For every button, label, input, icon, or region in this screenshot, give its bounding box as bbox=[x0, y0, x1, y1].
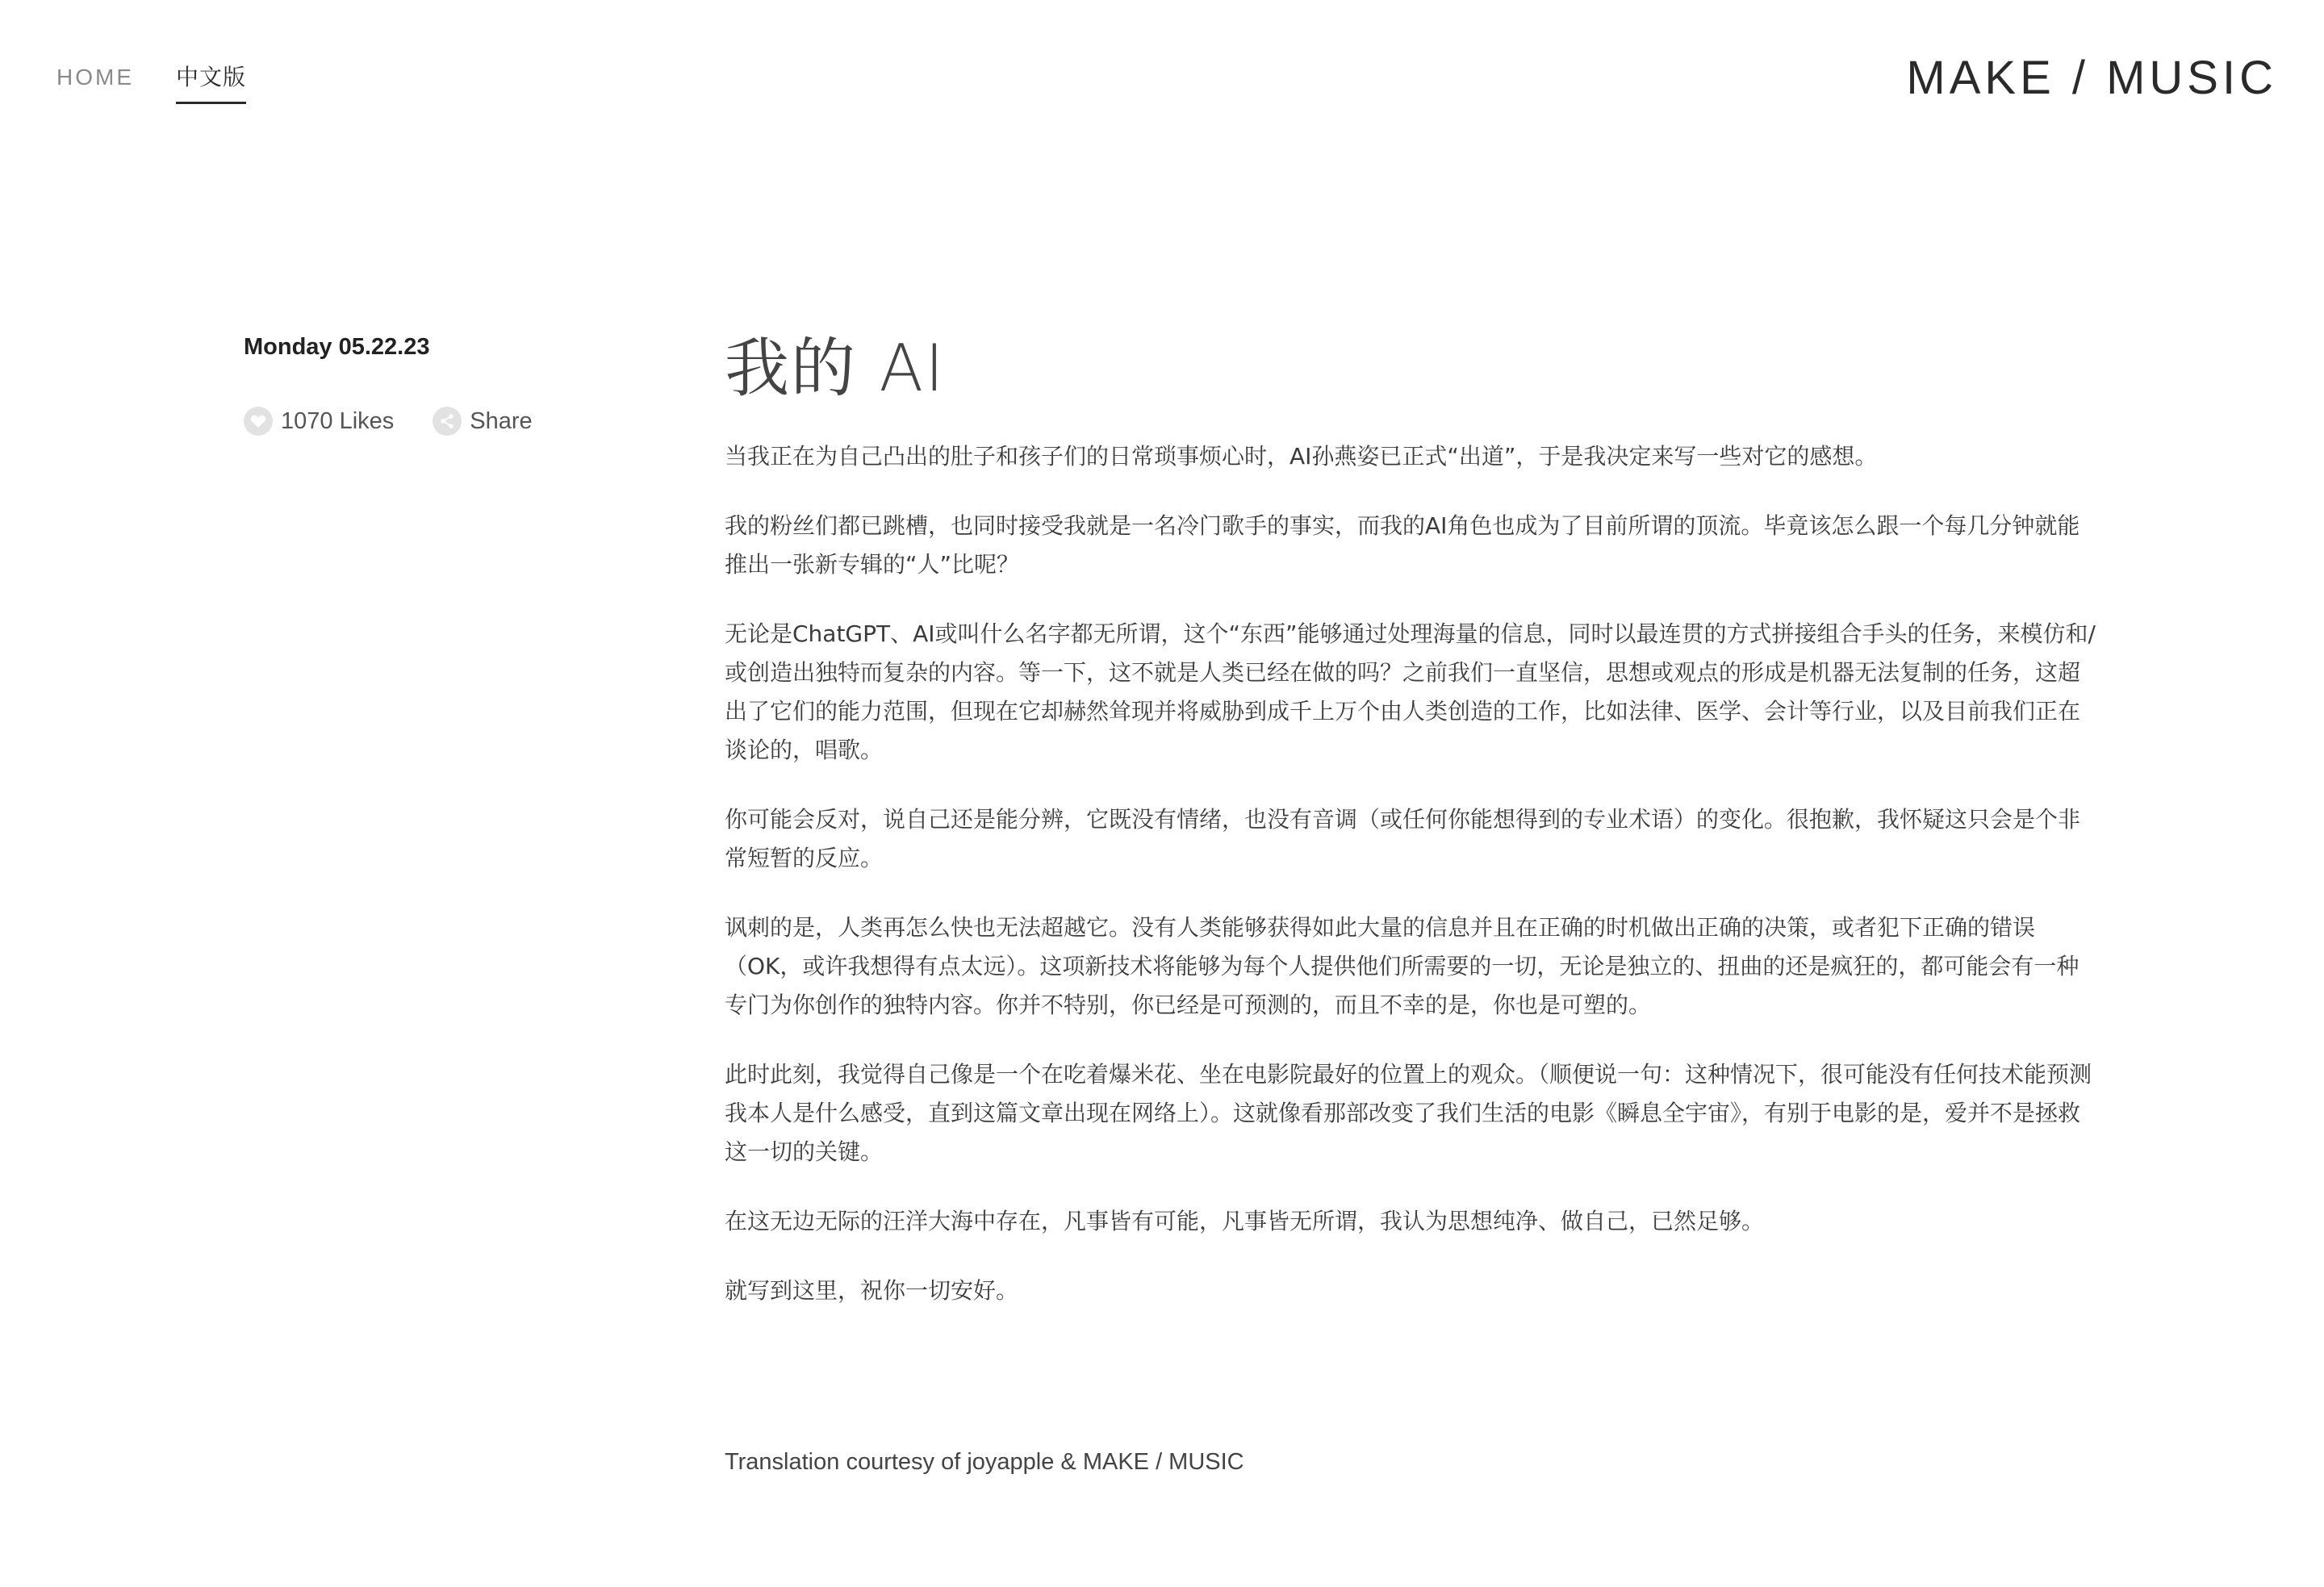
post-actions bbox=[244, 407, 663, 436]
like-button[interactable] bbox=[244, 407, 394, 436]
share-button[interactable] bbox=[433, 407, 532, 436]
article-paragraph: 你可能会反对，说自己还是能分辨，它既没有情绪，也没有音调（或任何你能想得到的专业术语）的变化。很抱歉，我怀疑这只会是个非常短暂的反应。 bbox=[725, 806, 2081, 871]
share-label: Share bbox=[470, 408, 533, 434]
article-paragraph: 讽刺的是，人类再怎么快也无法超越它。没有人类能够获得如此大量的信息并且在正确的时机做出正确的决策，或者犯下正确的错误（OK，或许我想得有点太远）。这项新技术将能够为每个人提供他们所需要的一切，无论是独立的、扭曲的还是疯狂的，都可能会有一种专门为你创作的独特内容。你并不特别，你已经是可预测的，而且不幸的是，你也是可塑的。 bbox=[725, 914, 2079, 1018]
article-paragraph: 就写到这里，祝你一切安好。 bbox=[725, 1277, 1019, 1304]
article-paragraph: 在这无边无际的汪洋大海中存在，凡事皆有可能，凡事皆无所谓，我认为思想纯净、做自己，已然足够。 bbox=[725, 1208, 1765, 1234]
nav-chinese-link[interactable]: 中文版 bbox=[176, 63, 246, 104]
article bbox=[725, 324, 2096, 1341]
post-meta bbox=[244, 331, 663, 436]
likes-count: 1070 Likes bbox=[281, 408, 395, 434]
translation-credit: Translation courtesy of joyapple & MAKE / MUSIC bbox=[725, 1449, 1244, 1475]
site-header bbox=[0, 0, 2324, 161]
main-nav bbox=[56, 63, 288, 104]
heart-icon bbox=[244, 407, 273, 436]
article-paragraph: 当我正在为自己凸出的肚子和孩子们的日常琐事烦心时，AI孙燕姿已正式“出道”，于是我决定来写一些对它的感想。 bbox=[725, 443, 1878, 470]
post-date: Monday 05.22.23 bbox=[244, 334, 430, 360]
share-icon bbox=[433, 407, 462, 436]
nav-home-link[interactable]: HOME bbox=[56, 65, 134, 90]
article-paragraph: 无论是ChatGPT、AI或叫什么名字都无所谓，这个“东西”能够通过处理海量的信息，同时以最连贯的方式拼接组合手头的任务，来模仿和/或创造出独特而复杂的内容。等一下，这不就是人类已经在做的吗？之前我们一直坚信，思想或观点的形成是机器无法复制的任务，这超出了它们的能力范围，但现在它却赫然耸现并将威胁到成千上万个由人类创造的工作，比如法律、医学、会计等行业，以及目前我们正在谈论的，唱歌。 bbox=[725, 620, 2096, 763]
article-title: 我的 AI bbox=[725, 331, 946, 406]
article-body bbox=[725, 437, 2096, 1310]
article-paragraph: 我的粉丝们都已跳槽，也同时接受我就是一名冷门歌手的事实，而我的AI角色也成为了目前所谓的顶流。毕竟该怎么跟一个每几分钟就能推出一张新专辑的“人”比呢？ bbox=[725, 512, 2080, 578]
site-title[interactable]: MAKE / MUSIC bbox=[1906, 52, 2277, 104]
article-paragraph: 此时此刻，我觉得自己像是一个在吃着爆米花、坐在电影院最好的位置上的观众。（顺便说一句：这种情况下，很可能没有任何技术能预测我本人是什么感受，直到这篇文章出现在网络上）。这就像看那部改变了我们生活的电影《瞬息全宇宙》，有别于电影的是，爱并不是拯救这一切的关键。 bbox=[725, 1061, 2092, 1165]
